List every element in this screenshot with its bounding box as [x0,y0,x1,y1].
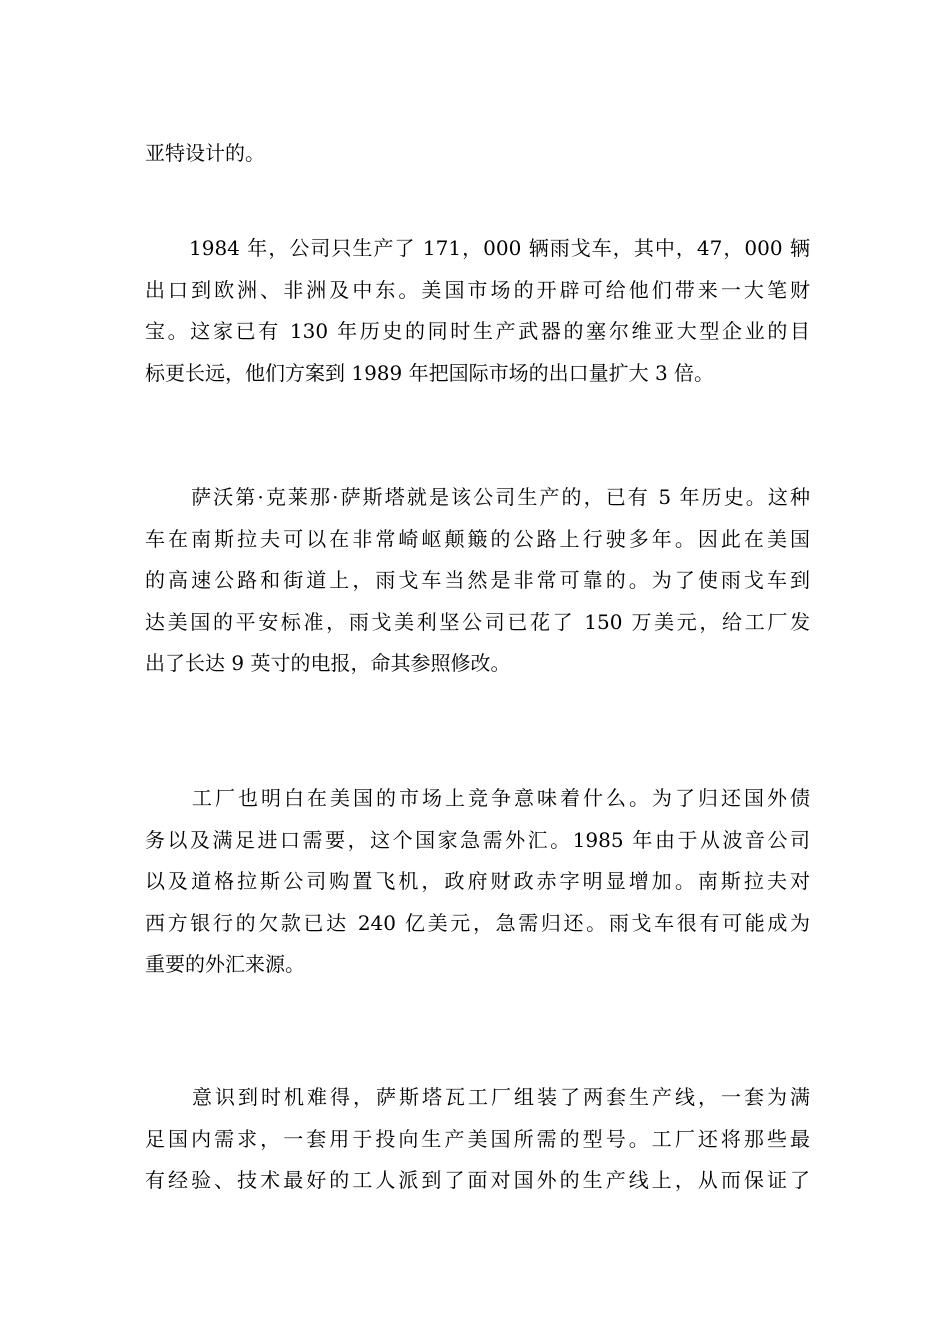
text-line: 车在南斯拉夫可以在非常崎岖颠簸的公路上行驶多年。因此在美国 [145,526,810,551]
text-line: 以及道格拉斯公司购置飞机，政府财政赤字明显增加。南斯拉夫对 [145,869,810,893]
text-line: 达美国的平安标准，雨戈美利坚公司已花了 150 万美元，给工厂发 [145,609,810,634]
text-line: 足国内需求，一套用于投向生产美国所需的型号。工厂还将那些最 [145,1126,810,1151]
text-line-first: 萨沃第·克莱那·萨斯塔就是该公司生产的，已有 5 年历史。这种 [189,485,810,509]
text-line: 出口到欧洲、非洲及中东。美国市场的开辟可给他们带来一大笔财 [145,277,810,302]
text-line: 务以及满足进口需要，这个国家急需外汇。1985 年由于从波音公司 [145,827,810,852]
text-line: 宝。这家已有 130 年历史的同时生产武器的塞尔维亚大型企业的目 [145,319,810,343]
paragraph-foreign-exchange [145,778,810,986]
text-line-first: 意识到时机难得，萨斯塔瓦工厂组装了两套生产线，一套为满 [189,1085,810,1109]
text-line: 西方银行的欠款已达 240 亿美元，急需归还。雨戈车很有可能成为 [145,910,810,935]
text-line: 亚特设计的。 [145,141,265,165]
text-line: 重要的外汇来源。 [145,952,305,976]
text-line: 有经验、技术最好的工人派到了面对国外的生产线上，从而保证了 [145,1168,810,1192]
text-line: 的高速公路和街道上，雨戈车当然是非常可靠的。为了使雨戈车到 [145,568,810,592]
text-line-first: 1984 年，公司只生产了 171，000 辆雨戈车，其中，47，000 辆 [189,236,810,260]
paragraph-production-1984 [145,228,810,394]
text-line: 标更长远，他们方案到 1989 年把国际市场的出口量扩大 3 倍。 [145,360,715,385]
text-line: 出了长达 9 英寸的电报，命其参照修改。 [145,651,511,675]
text-line-first: 工厂也明白在美国的市场上竞争意味着什么。为了归还国外债 [189,786,810,810]
paragraph-car-reliability [145,477,810,685]
paragraph-continuation [145,133,810,175]
paragraph-production-lines [145,1077,810,1202]
